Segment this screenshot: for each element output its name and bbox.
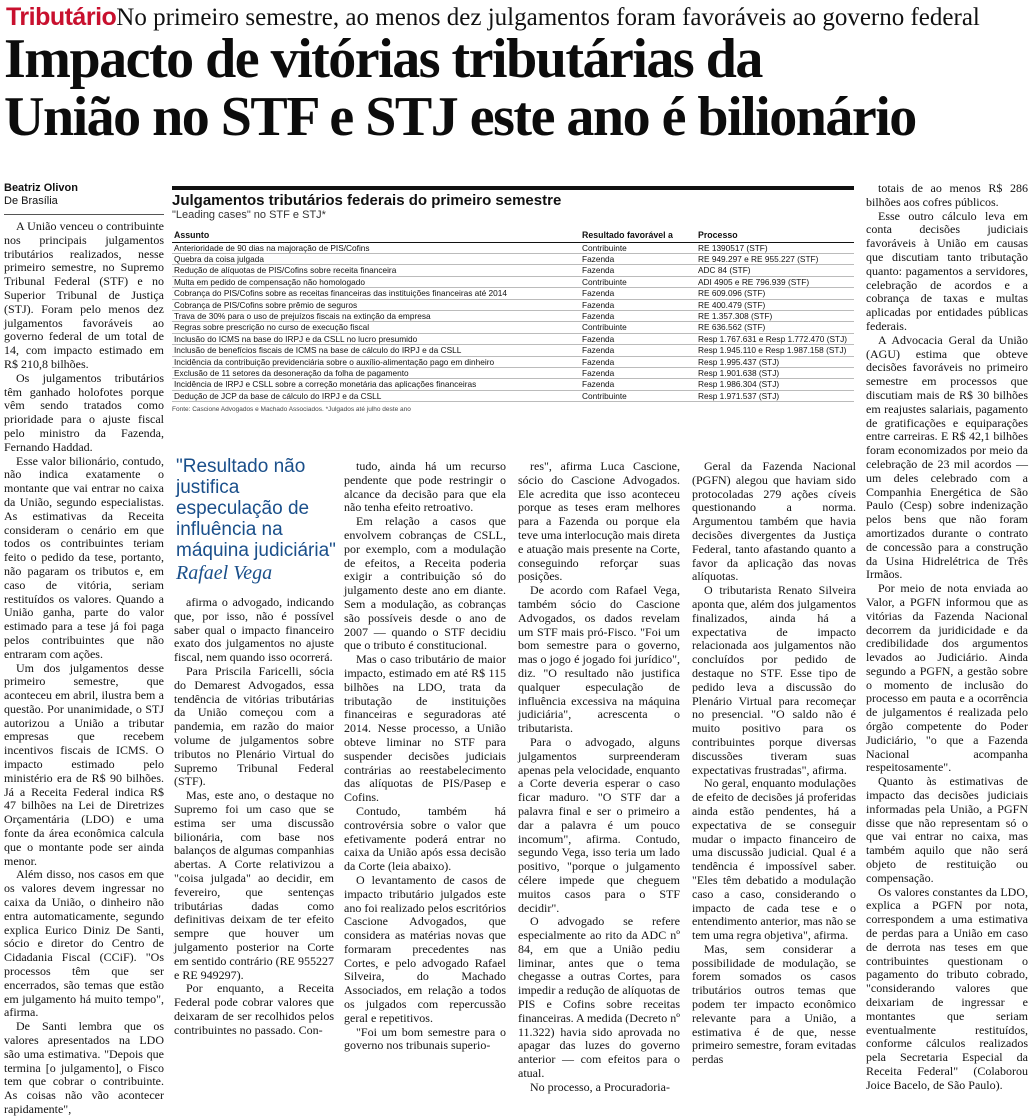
table-header-assunto: Assunto <box>172 228 580 242</box>
article-paragraph: Geral da Fazenda Nacional (PGFN) alegou que haviam sido protocoladas 279 ações cíveis questionando a norma. Argumentou também que havia decisões divergentes da Justiça Federal, tanto afastando quanto a favor da aplicação das novas alíquotas. <box>692 459 856 584</box>
table-cell-resultado: Fazenda <box>580 310 696 321</box>
table-row <box>172 265 854 276</box>
table-subtitle: "Leading cases" no STF e STJ* <box>172 209 326 221</box>
results-table-box <box>172 186 854 448</box>
table-row <box>172 367 854 378</box>
pull-quote-name: Rafael Vega <box>176 562 273 584</box>
article-column-4 <box>518 459 680 1094</box>
article-paragraph: Para o advogado, alguns julgamentos surpreenderam apenas pela velocidade, enquanto a Corte deveria esperar o caso ficar maduro. "O STF dar a palavra final e ser o primeiro a dar a palavra é um pouco incomum", afirma. Contudo, segundo Vega, isso teria um lado positivo, "porque o julgamento célere impede que cheguem muitos casos para o STF decidir". <box>518 734 680 915</box>
table-cell-resultado: Contribuinte <box>580 390 696 401</box>
table-row <box>172 322 854 333</box>
table-cell-assunto: Multa em pedido de compensação não homologado <box>172 276 580 287</box>
table-cell-resultado: Contribuinte <box>580 276 696 287</box>
table-row <box>172 390 854 401</box>
table-row <box>172 276 854 287</box>
headline-line-1: Impacto de vitórias tributárias da <box>4 28 762 90</box>
table-body <box>172 242 854 402</box>
table-row <box>172 288 854 299</box>
table-cell-resultado: Fazenda <box>580 253 696 264</box>
table-cell-resultado: Contribuinte <box>580 242 696 253</box>
table-cell-resultado: Fazenda <box>580 356 696 367</box>
table-cell-processo: Resp 1.767.631 e Resp 1.772.470 (STJ) <box>696 333 854 344</box>
article-paragraph: "Foi um bom semestre para o governo nos tribunais superio- <box>344 1024 506 1053</box>
article-paragraph: res", afirma Luca Cascione, sócio do Cascione Advogados. Ele acredita que isso aconteceu porque as teses eram melhores para a Fazenda ou porque ela teve uma interlocução mais direta e atuação mais presente na Corte, conseguindo reforçar suas posições. <box>518 459 680 584</box>
table-cell-processo: RE 949.297 e RE 955.227 (STF) <box>696 253 854 264</box>
article-paragraph: A Advocacia Geral da União (AGU) estima que obteve decisões favoráveis no primeiro semestre em processos que discutiam mais de R$ 30 bilhões em reajustes salariais, pagamento de gratificações e equiparações entre carreiras. E R$ 42,1 bilhões foram economizados por meio da celebração de 23 mil acordos — um deles celebrado com a Companhia Energética de São Paulo (Cesp) sobre indenização pelos bens que não foram amortizados durante o contrato de concessão para a construção da Usina Hidrelétrica de Três Irmãos. <box>866 332 1028 582</box>
table-cell-processo: ADI 4905 e RE 796.939 (STF) <box>696 276 854 287</box>
article-paragraph: Por enquanto, a Receita Federal pode cobrar valores que deixaram de ser recolhidos pelos contribuintes no passado. Con- <box>174 981 334 1037</box>
article-paragraph: Quanto às estimativas de impacto das decisões judiciais informadas pela União, a PGFN disse que não representam só o que vai entrar no caixa, mas também aquilo que não será objeto de restituição ou compensação. <box>866 774 1028 885</box>
kicker-subtitle: No primeiro semestre, ao menos dez julgamentos foram favoráveis ao governo federal <box>116 4 980 31</box>
article-paragraph: Por meio de nota enviada ao Valor, a PGFN informou que as vitórias da Fazenda Nacional decorrem da juridicidade e da credibilidade dos argumentos levados ao Judiciário. Ainda segundo a PGFN, a gestão sobre o momento de inclusão do processo em pauta e a ocorrência de julgamentos é realizada pelo órgão competente do Poder Judiciário, "o que a Fazenda Nacional acompanha respeitosamente". <box>866 581 1028 775</box>
table-cell-resultado: Fazenda <box>580 299 696 310</box>
article-paragraph: De acordo com Rafael Vega, também sócio do Cascione Advogados, os dados revelam um STF mais pró-Fisco. "Foi um bom semestre para o governo, mas o jogo é jogado foi jurídico", diz. "O resultado não justifica qualquer especulação de influência excessiva na máquina judiciária", acrescenta o tributarista. <box>518 583 680 736</box>
table-cell-assunto: Trava de 30% para o uso de prejuízos fiscais na extinção da empresa <box>172 310 580 321</box>
table-cell-resultado: Fazenda <box>580 379 696 390</box>
table-source: Fonte: Cascione Advogados e Machado Associados. *Julgados até julho deste ano <box>172 406 411 414</box>
table-cell-assunto: Cobrança de PIS/Cofins sobre prêmio de seguros <box>172 299 580 310</box>
results-table <box>172 228 854 402</box>
table-cell-assunto: Incidência da contribuição previdenciária sobre o auxílio-alimentação pago em dinheiro <box>172 356 580 367</box>
table-cell-processo: RE 1390517 (STF) <box>696 242 854 253</box>
headline-line-2: União no STF e STJ este ano é bilionário <box>4 86 916 148</box>
article-paragraph: Os julgamentos tributários têm ganhado holofotes porque vêm sendo tratados como prioridade para o ajuste fiscal pelo ministro da Fazenda, Fernando Haddad. <box>4 370 164 454</box>
table-cell-processo: Resp 1.945.110 e Resp 1.987.158 (STJ) <box>696 345 854 356</box>
article-paragraph: Para Priscila Faricelli, sócia do Demarest Advogados, essa tendência de vitórias tributárias da União começou com a pandemia, em razão do maior volume de julgamentos sobre tributos no Plenário Virtual do Supremo Tribunal Federal (STF). <box>174 663 334 789</box>
table-cell-processo: Resp 1.986.304 (STJ) <box>696 379 854 390</box>
article-paragraph: Mas o caso tributário de maior impacto, estimado em até R$ 115 bilhões na LDO, trata da tributação de instituições financeiras e seguradoras até 2014. Nesse processo, a União obteve liminar no STF para suspender decisões judiciais contrárias ao reestabelecimento das alíquotas de PIS/Pasep e Cofins. <box>344 652 506 805</box>
table-cell-resultado: Fazenda <box>580 333 696 344</box>
section-tag: Tributário <box>6 3 117 31</box>
article-paragraph: O tributarista Renato Silveira aponta que, além dos julgamentos finalizados, ainda há a expectativa de impacto relacionada aos julgamentos não concluídos por pedido de destaque no STF. Esse tipo de pedido leva a discussão do Plenário Virtual para recomeçar no presencial. "O saldo não é muito positivo para os contribuintes porque diversas discussões tiveram suas expectativas frustradas", afirma. <box>692 583 856 777</box>
table-cell-resultado: Fazenda <box>580 265 696 276</box>
article-paragraph: Mas, este ano, o destaque no Supremo foi um caso que se estima ser uma discussão bilionária, com base nos balanços de algumas companhias abertas. A Corte relativizou a "coisa julgada" ao decidir, em fevereiro, que sentenças tributárias dadas como definitivas deixam de ter efeito sempre que houver um julgamento posterior na Corte em sentido contrário (RE 955227 e RE 949297). <box>174 788 334 982</box>
article-column-6 <box>866 181 1028 1092</box>
table-cell-assunto: Exclusão de 11 setores da desoneração da folha de pagamento <box>172 367 580 378</box>
table-cell-assunto: Incidência de IRPJ e CSLL sobre a correção monetária das aplicações financeiras <box>172 379 580 390</box>
article-paragraph: Além disso, nos casos em que os valores devem ingressar no caixa da União, o dinheiro não entra automaticamente, segundo explica Eurico Diniz De Santi, sócio e diretor do Centro de Cidadania Fiscal (CCiF). "Os processos têm que ser encerrados, são temas que estão em julgamento há muito tempo", afirma. <box>4 867 164 1020</box>
table-cell-resultado: Fazenda <box>580 367 696 378</box>
article-paragraph: Esse outro cálculo leva em conta decisões judiciais favoráveis à União em causas que discutiam tanto tributação quanto: pagamentos a servidores, celebração de acordos e a cobrança de taxas e multas aplicadas por entidades públicas federais. <box>866 208 1028 333</box>
table-cell-assunto: Cobrança do PIS/Cofins sobre as receitas financeiras das instituições financeiras até 2014 <box>172 288 580 299</box>
byline-location: De Brasília <box>4 195 58 207</box>
article-paragraph: tudo, ainda há um recurso pendente que pode restringir o alcance da decisão para que ela não tenha efeito retroativo. <box>344 459 506 515</box>
table-row <box>172 356 854 367</box>
table-cell-assunto: Inclusão do ICMS na base do IRPJ e da CSLL no lucro presumido <box>172 333 580 344</box>
article-column-5 <box>692 459 856 1067</box>
byline-author: Beatriz Olivon <box>4 182 78 194</box>
headline <box>4 30 1028 146</box>
article-paragraph: Os valores constantes da LDO, explica a PGFN por nota, correspondem a uma estimativa de perdas para a União em caso de derrota nas teses em que contribuintes questionam o pagamento do tributo cobrado, "considerando valores que deixariam de ingressar e montantes que seriam eventualmente restituídos, conforme cálculos realizados pela Secretaria Especial da Receita Federal" (Colaborou Joice Bacelo, de São Paulo). <box>866 884 1028 1092</box>
table-cell-resultado: Fazenda <box>580 345 696 356</box>
table-cell-processo: RE 609.096 (STF) <box>696 288 854 299</box>
table-cell-resultado: Fazenda <box>580 288 696 299</box>
article-paragraph: De Santi lembra que os valores apresentados na LDO são uma estimativa. "Depois que termina [o julgamento], o Fisco tem que cobrar o contribuinte. As coisas não vão acontecer rapidamente", <box>4 1019 164 1116</box>
table-header-row <box>172 228 854 242</box>
article-paragraph: totais de ao menos R$ 286 bilhões aos cofres públicos. <box>866 181 1028 209</box>
table-cell-assunto: Inclusão de benefícios fiscais de ICMS na base de cálculo do IRPJ e da CSLL <box>172 345 580 356</box>
table-title: Julgamentos tributários federais do primeiro semestre <box>172 186 854 209</box>
article-column-2 <box>174 595 334 1037</box>
table-row <box>172 345 854 356</box>
article-paragraph: afirma o advogado, indicando que, por isso, não é possível saber qual o impacto financeiro exato dos julgamentos no ajuste fiscal, nem quando isso ocorrerá. <box>174 595 334 665</box>
table-cell-resultado: Contribuinte <box>580 322 696 333</box>
article-paragraph: No processo, a Procuradoria- <box>530 1079 670 1094</box>
table-row <box>172 299 854 310</box>
table-cell-assunto: Quebra da coisa julgada <box>172 253 580 264</box>
table-row <box>172 333 854 344</box>
table-header-processo: Processo <box>696 228 854 242</box>
table-cell-processo: Resp 1.901.638 (STJ) <box>696 367 854 378</box>
article-paragraph: O advogado se refere especialmente ao rito da ADC nº 84, em que a União pediu liminar, antes que o tema chegasse a outras Cortes, para impedir a redução de alíquotas de PIS e Cofins sobre receitas financeiras. A medida (Decreto nº 11.322) havia sido aprovada no apagar das luzes do governo anterior — com efeitos para o atual. <box>518 914 680 1081</box>
pull-quote-text: "Resultado não justifica especulação de influência na máquina judiciária" <box>176 456 336 561</box>
article-paragraph: Mas, sem considerar a possibilidade de modulação, se forem somados os casos tributários outros temas que podem ter impacto econômico relevante para a União, a estimativa é de que, nesse primeiro semestre, foram evitadas perdas <box>692 941 856 1067</box>
table-header-resultado: Resultado favorável a <box>580 228 696 242</box>
table-cell-assunto: Regras sobre prescrição no curso de execução fiscal <box>172 322 580 333</box>
article-paragraph: Um dos julgamentos desse primeiro semestre, que aconteceu em abril, ilustra bem a questão. Por unanimidade, o STJ autorizou a União a tributar empresas que recebem incentivos fiscais de ICMS. O impacto estimado pelo ministério era de R$ 90 bilhões. Já a Receita Federal indica R$ 47 bilhões na Lei de Diretrizes Orçamentária (LDO) e uma fonte da área econômica calcula que o montante pode ser ainda menor. <box>4 660 164 868</box>
table-cell-assunto: Anterioridade de 90 dias na majoração de PIS/Cofins <box>172 242 580 253</box>
pull-quote <box>176 456 336 584</box>
article-paragraph: A União venceu o contribuinte nos principais julgamentos tributários realizados, nesse primeiro semestre, no Supremo Tribunal Federal (STF) e no Superior Tribunal de Justiça (STJ). Foram pelo menos dez julgamentos favoráveis ao governo federal de um total de 14, com impacto estimado em R$ 210,8 bilhões. <box>4 219 164 371</box>
table-row <box>172 310 854 321</box>
article-column-1 <box>4 219 164 1116</box>
table-cell-processo: RE 1.357.308 (STF) <box>696 310 854 321</box>
table-cell-processo: ADC 84 (STF) <box>696 265 854 276</box>
table-row <box>172 379 854 390</box>
article-paragraph: Em relação a casos que envolvem cobranças de CSLL, por exemplo, com a modulação de efeitos, a Receita poderia exigir a contribuição só do julgamento deste ano em diante. Sem a modulação, as cobranças são possíveis desde o ano de 2007 — quando o STF decidiu que o tributo é constitucional. <box>344 514 506 653</box>
table-cell-processo: RE 400.479 (STF) <box>696 299 854 310</box>
table-cell-processo: Resp 1.971.537 (STJ) <box>696 390 854 401</box>
article-paragraph: Esse valor bilionário, contudo, não indica exatamente o montante que vai entrar no caixa da União, segundo especialistas. As estimativas da Receita consideram o cenário em que todos os contribuintes teriam feito o pedido da tese, portanto, não pagaram os tributos e, em caso de vitória, seriam restituídos os valores. Quando a União ganha, parte do valor estimado para a tese já foi paga pelos contribuintes que não entraram com ações. <box>4 453 164 661</box>
byline <box>4 182 164 215</box>
article-paragraph: O levantamento de casos de impacto tributário julgados este ano foi realizado pelos escritórios Cascione Advogados, que considera as matérias novas que formaram precedentes nas Cortes, e pelo advogado Rafael Silveira, do Machado Associados, em relação a todos os julgados com repercussão geral e repetitivos. <box>344 872 506 1025</box>
article-column-3 <box>344 459 506 1053</box>
article-paragraph: Contudo, também há controvérsia sobre o valor que efetivamente poderá entrar no caixa da União após essa decisão da Corte (leia abaixo). <box>344 803 506 874</box>
table-cell-processo: RE 636.562 (STF) <box>696 322 854 333</box>
table-row <box>172 253 854 264</box>
article-paragraph: No geral, enquanto modulações de efeito de decisões já proferidas ainda estão pendentes, há a expectativa de se conseguir mudar o impacto financeiro de uma discussão judicial. Qual é a tendência é impossível saber. "Eles têm debatido a modulação caso a caso, considerando o impacto de cada tese e o entendimento anterior, mas não se tem uma regra objetiva", afirma. <box>692 776 856 943</box>
table-row <box>172 242 854 253</box>
table-cell-assunto: Redução de alíquotas de PIS/Cofins sobre receita financeira <box>172 265 580 276</box>
table-cell-assunto: Dedução de JCP da base de cálculo do IRPJ e da CSLL <box>172 390 580 401</box>
table-cell-processo: Resp 1.995.437 (STJ) <box>696 356 854 367</box>
